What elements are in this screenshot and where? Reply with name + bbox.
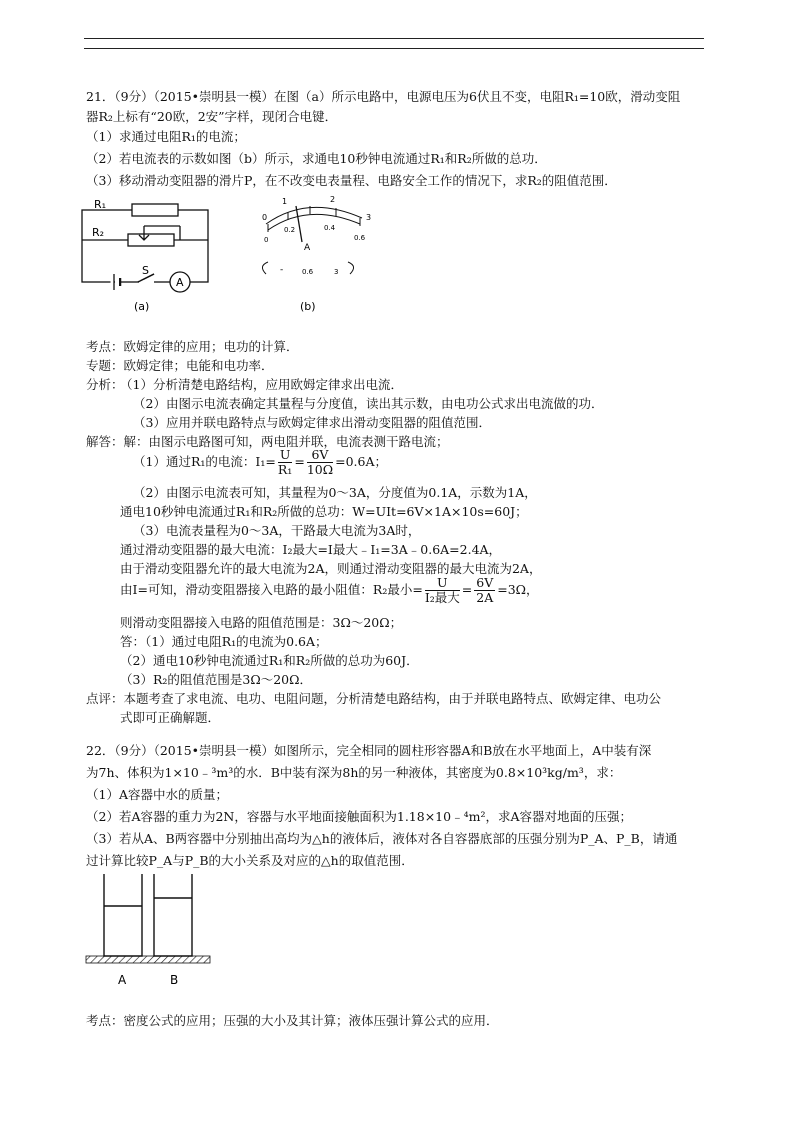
q22-sub3b: 过计算比较P_A与P_B的大小关系及对应的△h的取值范围． (86, 853, 414, 868)
q21-sub1: （1）求通过电阻R₁的电流； (86, 129, 246, 144)
r1-label: R₁ (94, 198, 107, 211)
header-rule-bottom (84, 48, 704, 49)
circuit-diagram-a (78, 196, 218, 314)
terminal-06: 0.6 (302, 268, 314, 276)
dial-top-3: 3 (366, 213, 372, 222)
q21-stem-line1: 21．（9分）（2015•崇明县一模）在图（a）所示电路中，电源电压为6伏且不变，电阻R₁=10欧，滑动变阻 (86, 89, 681, 104)
containers-diagram (84, 870, 214, 990)
q21-jieda: 解答：解：由图示电路图可知，两电阻并联，电流表测干路电流； (86, 434, 449, 449)
dial-top-0: 0 (262, 213, 268, 222)
q22-stem-line2: 为7h、体积为1×10﹣³m³的水．B中装有深为8h的另一种液体，其密度为0.8×10³kg/m³，求： (86, 765, 622, 780)
q21-answer-1: 答：（1）通过电阻R₁的电流为0.6A； (120, 634, 328, 649)
q22-sub3a: （3）若从A、B两容器中分别抽出高均为△h的液体后，液体对各自容器底部的压强分别为P_A、P_B，请通 (86, 831, 678, 846)
q21-fenxi-2: （2）由图示电流表确定其量程与分度值，读出其示数，由电功公式求出电流做的功． (133, 396, 604, 411)
q21-step3a: （3）电流表量程为0～3A，干路最大电流为3A时， (133, 523, 421, 538)
q22-sub1: （1）A容器中水的质量； (86, 787, 228, 802)
header-rule-top (84, 38, 704, 39)
q21-answer-2: （2）通电10秒钟电流通过R₁和R₂所做的总功为60J． (120, 653, 419, 668)
q22-kaodian: 考点：密度公式的应用；压强的大小及其计算；液体压强计算公式的应用． (86, 1013, 499, 1028)
dial-bottom-02: 0.2 (284, 226, 296, 234)
q21-sub2: （2）若电流表的示数如图（b）所示，求通电10秒钟电流通过R₁和R₂所做的总功． (86, 151, 547, 166)
q21-stem-line2: 器R₂上标有“20欧，2安”字样，现闭合电键． (86, 109, 338, 124)
q21-dianping-2: 式即可正确解题． (120, 710, 221, 725)
container-b-label: B (170, 973, 179, 987)
terminal-3: 3 (334, 268, 339, 276)
dial-top-2: 2 (330, 195, 336, 204)
dial-bottom-0: 0 (264, 236, 269, 244)
q21-step3c: 由于滑动变阻器允许的最大电流为2A，则通过滑动变阻器的最大电流为2A， (120, 561, 542, 576)
q22-stem-line1: 22．（9分）（2015•崇明县一模）如图所示，完全相同的圆柱形容器A和B放在水平地面上，A中装有深 (86, 743, 652, 758)
dial-bottom-04: 0.4 (324, 224, 336, 232)
container-a-label: A (118, 973, 127, 987)
q21-zhuanti: 专题：欧姆定律；电能和电功率． (86, 358, 274, 373)
q21-kaodian: 考点：欧姆定律的应用；电功的计算． (86, 339, 299, 354)
caption-a: (a) (134, 300, 150, 313)
switch-label: S (142, 264, 149, 277)
ammeter-label: A (176, 276, 184, 289)
dial-unit: A (304, 243, 311, 253)
q21-step2b: 通电10秒钟电流通过R₁和R₂所做的总功：W=UIt=6V×1A×10s=60J； (120, 504, 528, 519)
q21-step2a: （2）由图示电流表可知，其量程为0～3A，分度值为0.1A，示数为1A， (133, 485, 537, 500)
q21-sub3: （3）移动滑动变阻器的滑片P，在不改变电表量程、电路安全工作的情况下，求R₂的阻值范围． (86, 173, 617, 188)
r2-label: R₂ (92, 226, 105, 239)
q21-step3b: 通过滑动变阻器的最大电流：I₂最大=I最大﹣I₁=3A﹣0.6A=2.4A， (120, 542, 502, 557)
q21-fenxi-label: 分析： (86, 377, 124, 392)
q21-step3d: 由I=可知，滑动变阻器接入电路的最小阻值：R₂最小= $\frac{U}{\text{I₂最大}}$ = $\frac{6V}{2A}$ =3Ω， (120, 575, 539, 605)
dial-bottom-06: 0.6 (354, 234, 366, 242)
q21-step3e: 则滑动变阻器接入电路的阻值范围是：3Ω～20Ω； (120, 615, 403, 630)
q21-fenxi-1: （1）分析清楚电路结构，应用欧姆定律求出电流． (120, 377, 403, 392)
caption-b: (b) (300, 300, 316, 313)
ammeter-dial-b (238, 190, 378, 316)
dial-top-1: 1 (282, 197, 288, 206)
q21-dianping-1: 点评：本题考查了求电流、电功、电阻问题，分析清楚电路结构，由于并联电路特点、欧姆定律、电功公 (86, 691, 662, 706)
q21-step1: （1）通过R₁的电流：I₁= $\frac{U}{\text{R₁}}$ = $\frac{6V}{10\Omega}$ =0.6A； (133, 447, 388, 477)
q22-sub2: （2）若A容器的重力为2N，容器与水平地面接触面积为1.18×10﹣⁴m²，求A容器对地面的压强； (86, 809, 632, 824)
q21-answer-3: （3）R₂的阻值范围是3Ω～20Ω． (120, 672, 312, 687)
terminal-minus: - (280, 265, 284, 275)
q21-fenxi-3: （3）应用并联电路特点与欧姆定律求出滑动变阻器的阻值范围． (133, 415, 491, 430)
